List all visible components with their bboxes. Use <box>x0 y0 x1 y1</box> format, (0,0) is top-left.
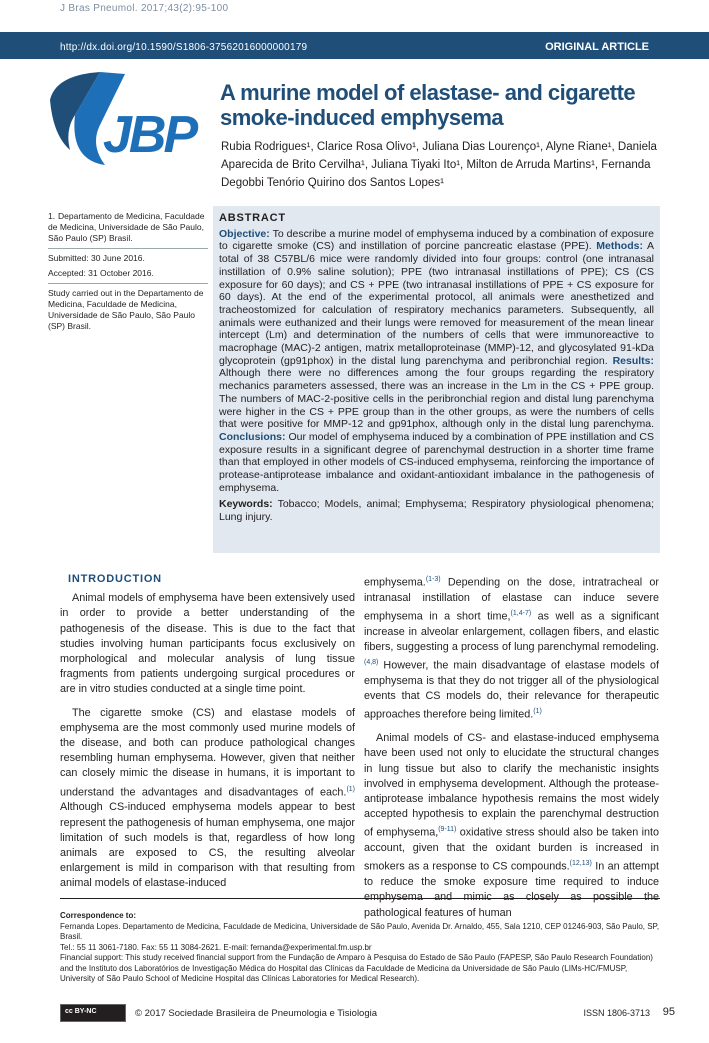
funding-statement: Financial support: This study received financial support from the Fundação de Amparo à Pesquisa do Estado de São Paulo (FAPESP, São Paulo Research Foundation) and the Instituto dos Laboratórios de Investigação Médica do Hospital das Clínicas da Faculdade de Medicina da Universidade de São Paulo (LIMs-HC/FMUSP, University of São Paulo School of Medicine Hospital das Clínicas Laboratories for Medical Research). <box>60 953 653 983</box>
svg-text:JBP: JBP <box>103 106 196 164</box>
results-label: Results: <box>612 354 654 367</box>
objective-text: To describe a murine model of emphysema induced by a combination of exposure to cigarette smoke (CS) and instillation of porcine pancreatic elastase (PPE). <box>219 227 655 253</box>
conclusions-label: Conclusions: <box>219 430 286 443</box>
body-column-right <box>364 572 659 929</box>
page-footer <box>60 1004 675 1024</box>
cc-license-icon[interactable]: cc BY-NC <box>60 1004 126 1022</box>
citation-ref[interactable]: (4,8) <box>364 659 379 667</box>
jbp-logo <box>45 70 215 180</box>
doi-link[interactable]: http://dx.doi.org/10.1590/S1806-37562016000000179 <box>60 42 308 53</box>
divider <box>48 248 208 249</box>
article-type-label: ORIGINAL ARTICLE <box>545 41 649 53</box>
affiliation-number: 1. <box>48 211 56 221</box>
methods-label: Methods: <box>596 240 643 253</box>
keywords <box>219 498 654 523</box>
intro-paragraph-2: The cigarette smoke (CS) and elastase models of emphysema are the most commonly used murine models of the disease, and both can produce pathological changes resembling human emphysema. However, given that neither can closely mimic the disease in humans, it is important to understand the advantages and disadvantages of each.$^{(1)}$ Although CS-induced emphysema models appear to best represent the pathogenesis of human emphysema, one major limitation of such models is that, regardless of how long animals are exposed to CS, the resulting alveolar enlargement is mild in comparison with that resulting from animal models of elastase-induced <box>60 706 355 890</box>
citation-ref[interactable]: (1) <box>533 708 542 716</box>
journal-header <box>0 0 709 62</box>
methods-text: A total of 38 C57BL/6 mice were randomly divided into four groups: control (one intranasal instillation of 0.9% saline solution); PPE (two intranasal instillations of PPE); CS (CS exposure for 60 days); and CS + PPE (two intranasal instillations of PPE + CS exposure for 60 days). At the end of the experimental protocol, all animals were anesthetized and tracheostomized for calculation of respiratory mechanics parameters. Subsequently, all animals were euthanized and their lungs were removed for measurement of the mean linear intercept (Lm) and determination of the numbers of cells that were immunoreactive to macrophage (MAC)-2 antigen, matrix metalloproteinase (MMP)-12, and glycosylated 91-kDa glycoprotein (gp91phox) in the distal lung parenchyma and peribronchial region. <box>219 240 654 367</box>
affiliation-sidebar <box>48 211 208 336</box>
keywords-text: Tobacco; Models, animal; Emphysema; Respiratory physiological phenomena; Lung injury. <box>219 498 654 524</box>
body-column-left <box>60 572 355 900</box>
intro-paragraph-1: Animal models of emphysema have been extensively used in order to provide a better understanding of the pathogenesis of the disease. This is due to the fact that studies involving human participants focus exclusively on morphological and molecular analysis of lung tissue fragments from patients undergoing surgical procedures or are in vitro studies conducted at a single time point. <box>60 592 355 696</box>
jbp-logo-icon <box>45 70 215 180</box>
citation-ref[interactable]: (1-3) <box>425 576 441 583</box>
accepted-date: Accepted: 31 October 2016. <box>48 268 154 278</box>
intro-paragraph-3: Animal models of CS- and elastase-induced emphysema have been used not only to elucidate the structural changes in lung tissue but also to clarify the mechanistic insights involved in emphysema development. Although the protease-antiprotease imbalance hypothesis remains the most widely accepted hypothesis to explain the parenchymal destruction of emphysema,$^{(9-11)}$ oxidative stress should also be taken into account, given that the oxidant burden is increased in smokers as a response to CS compounds.$^{(12,13)}$ In an attempt to reduce the smoke exposure time required to induce emphysema and mimic as closely as possible the pathological features of human <box>364 732 660 919</box>
issn-text: ISSN 1806-3713 <box>583 1008 650 1018</box>
submitted-date: Submitted: 30 June 2016. <box>48 253 145 263</box>
correspondence-contact: Tel.: 55 11 3061-7180. Fax: 55 11 3084-2621. E-mail: fernanda@experimental.fm.usp.br <box>60 942 372 952</box>
study-location-note: Study carried out in the Departamento de Medicina, Faculdade de Medicina, Universidade de São Paulo, São Paulo (SP) Brasil. <box>48 288 204 331</box>
article-title: A murine model of elastase- and cigarette smoke-induced emphysema <box>220 80 636 130</box>
citation-ref[interactable]: (12,13) <box>569 860 592 868</box>
copyright-text: © 2017 Sociedade Brasileira de Pneumologia e Tisiologia <box>135 1008 378 1019</box>
citation-ref[interactable]: (9-11) <box>438 826 457 834</box>
conclusions-text: Our model of emphysema induced by a combination of PPE instillation and CS exposure results in a significant degree of parenchymal destruction in a shorter time frame than that employed in other models of CS-induced emphysema, reinforcing the importance of protease-antiprotease imbalance and oxidant-antioxidant imbalance in the pathogenesis of emphysema. <box>219 430 654 494</box>
author-list: Rubia Rodrigues¹, Clarice Rosa Olivo¹, Juliana Dias Lourenço¹, Alyne Riane¹, Daniela Aparecida de Brito Cervilha¹, Juliana Tiyaki Ito¹, Milton de Arruda Martins¹, Fernanda Degobbi Tenório Quirino dos Santos Lopes¹ <box>221 141 657 189</box>
intro-paragraph-2-cont: emphysema.$^{(1-3)}$ Depending on the dose, intratracheal or intranasal instillation of elastase can induce severe emphysema in a short time,$^{(1,4-7)}$ as well as a significant increase in alveolar enlargement, collagen fibers, and elastic fibers, suggesting a process of lung parenchymal remodeling.$^{(4,8)}$ However, the main disadvantage of elastase models of emphysema is that they do not trigger all of the physiological events that CS models do, their relevance for therapeutic approaches therefore being limited.$^{(1)}$ <box>364 576 659 721</box>
keywords-label: Keywords: <box>219 498 273 511</box>
correspondence-address: Fernanda Lopes. Departamento de Medicina, Faculdade de Medicina, Universidade de São Paulo, Avenida Dr. Arnaldo, 455, Sala 1210, CEP 01246-903, São Paulo, SP, Brasil. <box>60 921 660 941</box>
journal-citation: J Bras Pneumol. 2017;43(2):95-100 <box>60 3 229 14</box>
abstract-heading: ABSTRACT <box>219 212 286 224</box>
introduction-heading: INTRODUCTION <box>68 573 162 585</box>
divider <box>48 283 208 284</box>
citation-ref[interactable]: (1) <box>346 785 355 793</box>
page-number: 95 <box>662 1006 675 1018</box>
objective-label: Objective: <box>219 227 270 240</box>
correspondence-label: Correspondence to: <box>60 911 137 920</box>
abstract-text <box>219 228 654 495</box>
citation-ref[interactable]: (1,4-7) <box>510 610 532 617</box>
affiliation-text: Departamento de Medicina, Faculdade de Medicina, Universidade de São Paulo, São Paulo (SP) Brasil. <box>48 211 205 243</box>
abstract-box <box>213 206 660 553</box>
results-text: Although there were no differences among the four groups regarding the respiratory mechanics parameters assessed, there was an increase in the Lm in the CS + PPE group. The numbers of MAC-2-positive cells in the peribronchial region and distal lung parenchyma were higher in the CS + PPE group than in the other groups, as were the numbers of cells that were positive for MMP-12 and gp91phox, although only in the distal lung parenchyma. <box>219 367 654 431</box>
correspondence-footnote <box>60 898 660 985</box>
